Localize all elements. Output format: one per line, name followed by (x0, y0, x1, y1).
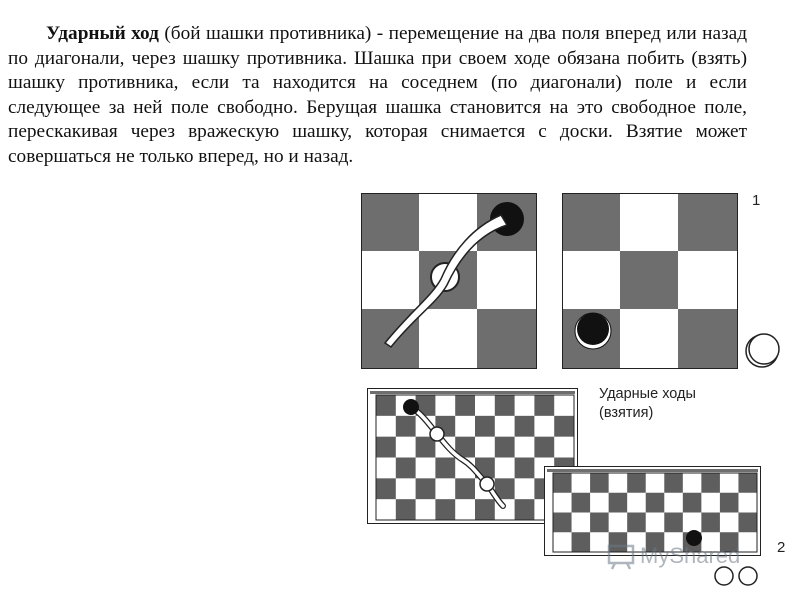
white-checker (480, 477, 494, 491)
watermark-text: MyShared (640, 543, 741, 568)
rules-paragraph (8, 22, 747, 170)
caption-line-1: Ударные ходы (599, 386, 696, 402)
black-checker (403, 399, 419, 415)
watermark (606, 536, 766, 576)
figure-label-2: 2 (777, 539, 786, 556)
figure-caption (599, 385, 739, 423)
board-1-before (361, 193, 537, 369)
watermark-logo-icon (606, 541, 636, 571)
captured-white-checker (743, 330, 783, 370)
white-checker (430, 427, 444, 441)
figure-label-1: 1 (752, 192, 761, 209)
board-1-after (562, 193, 738, 369)
caption-line-2: (взятия) (599, 405, 654, 421)
paragraph-text: (бой шашки противника) - перемещение на два поля вперед или назад по диагонали, через шашку противника. Шашка при своем ходе обязана побить (взять) шашку противника, если та находится на соседнем (по диагонали) поле и если следующее за ней поле свободно. Берущая шашка становится на это свободное поле, перескакивая через вражескую шашку, которая снимается с доски. Взятие может совершаться не только вперед, но и назад. (8, 23, 748, 167)
term-bold: Ударный ход (46, 23, 159, 44)
